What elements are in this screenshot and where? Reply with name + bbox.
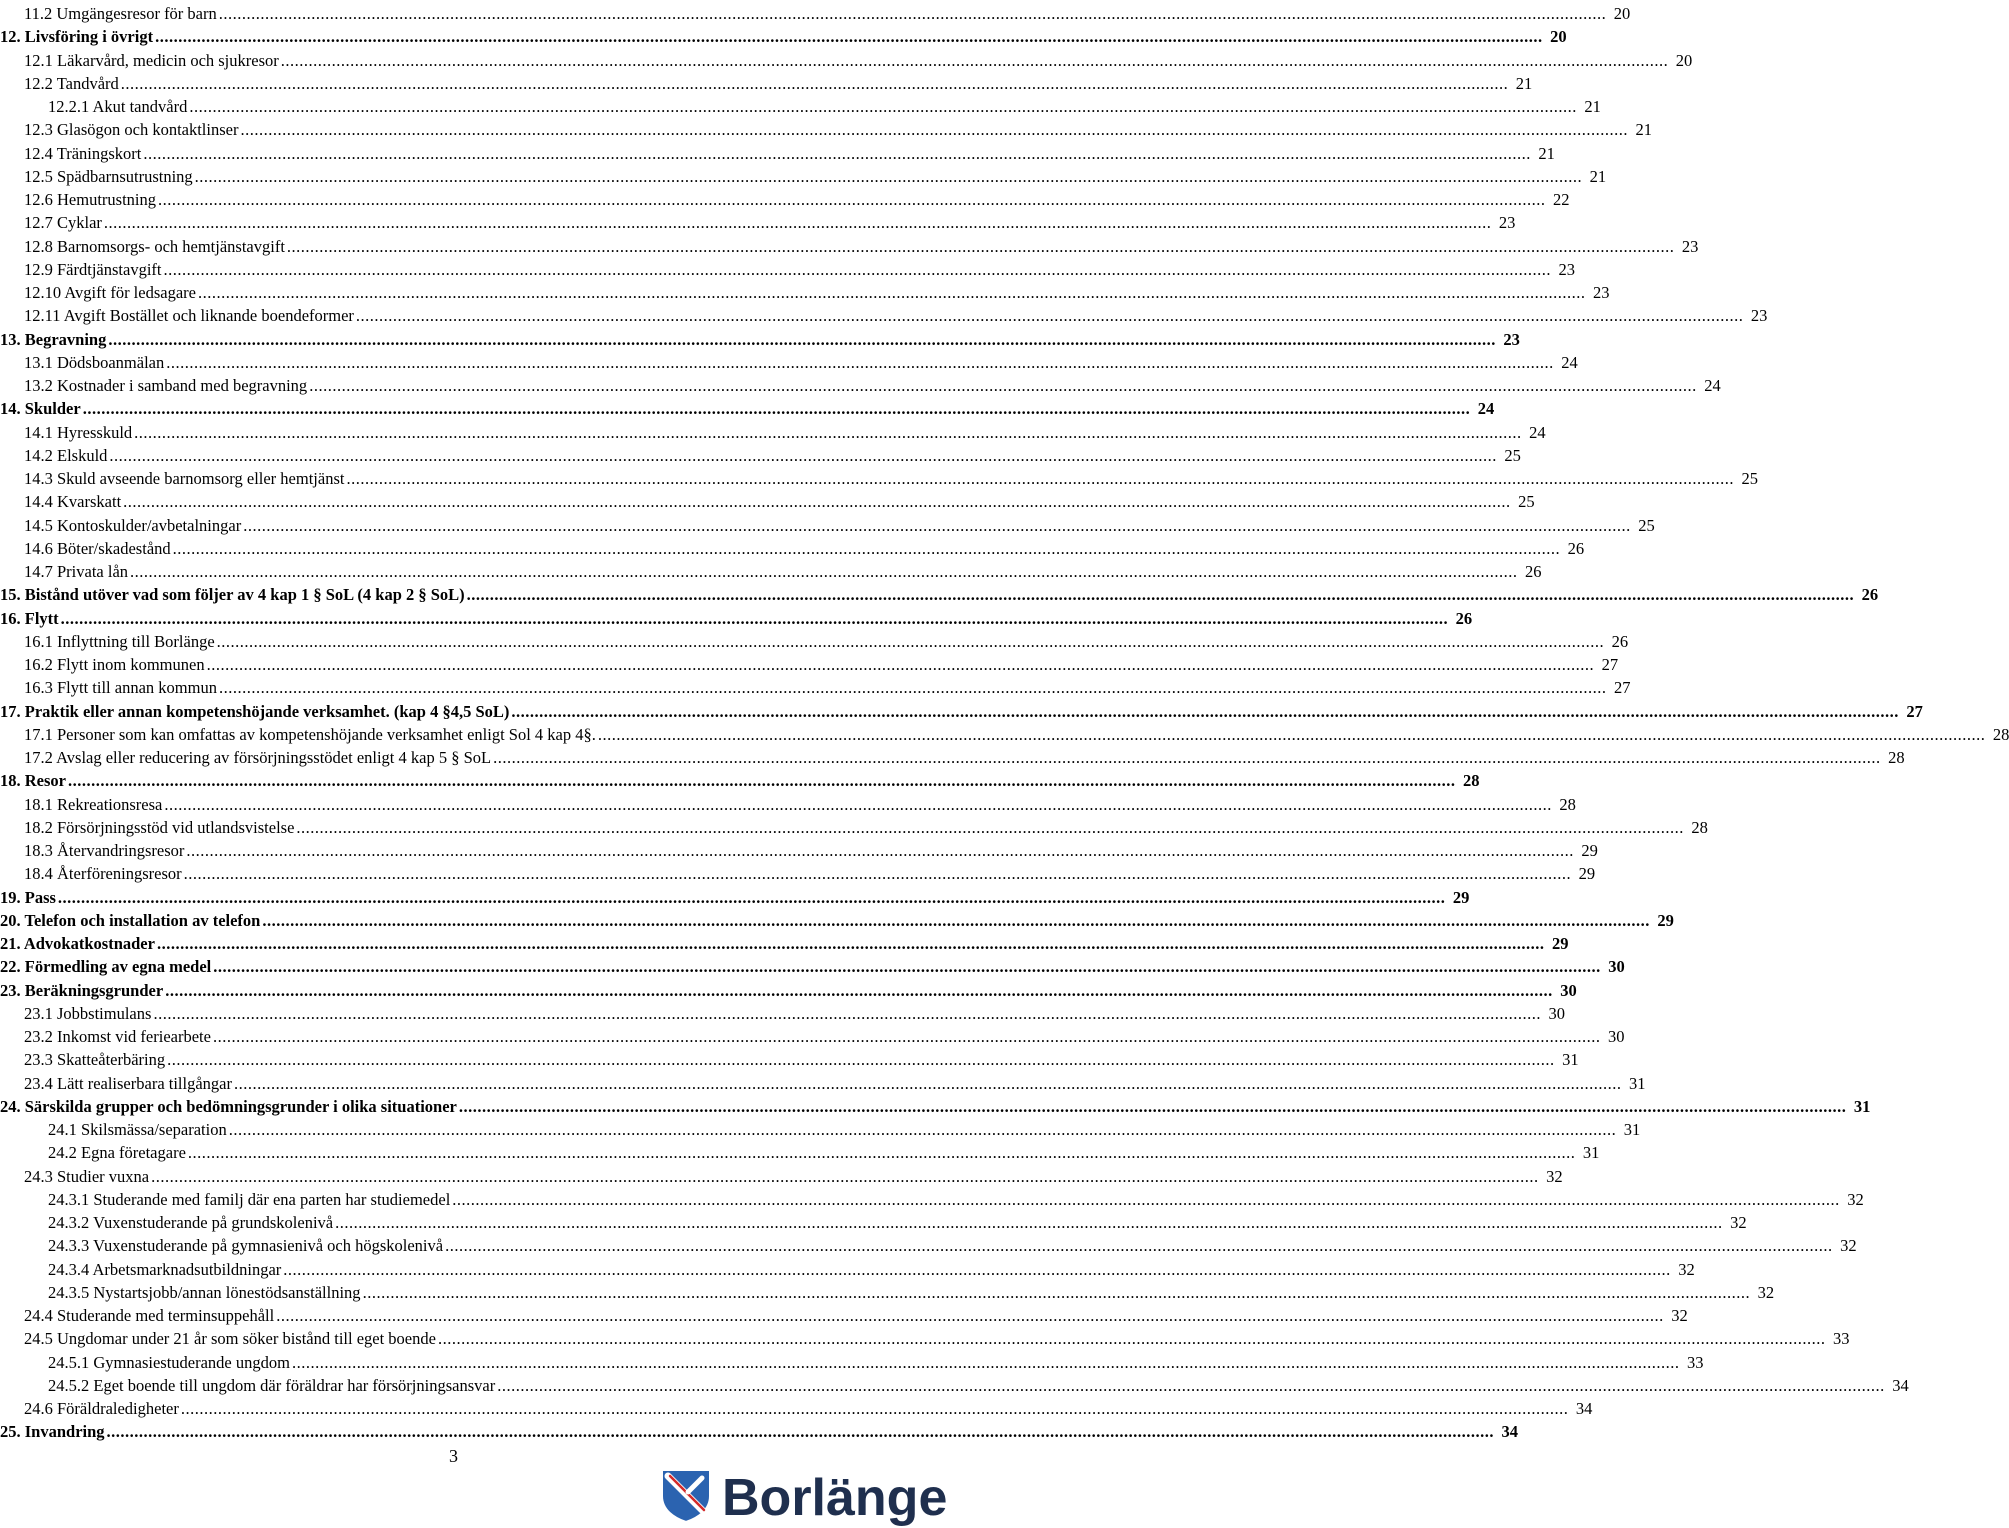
toc-entry[interactable]	[0, 117, 1652, 140]
toc-entry-title: 18. Resor	[0, 771, 66, 791]
toc-entry-title: 12.1 Läkarvård, medicin och sjukresor	[24, 50, 279, 70]
toc-entry-page: 30	[1560, 980, 1577, 1000]
toc-entry[interactable]	[0, 466, 1758, 489]
toc-entry-title: 12.7 Cyklar	[24, 213, 102, 233]
toc-entry-title: 14.3 Skuld avseende barnomsorg eller hemtjänst	[24, 469, 345, 488]
toc-entry-page: 31	[1629, 1073, 1646, 1093]
toc-leader-dots: ............................................................................................................................................................................................................................................................................................................	[218, 678, 1607, 698]
toc-entry[interactable]	[0, 1094, 1871, 1117]
toc-leader-dots: ............................................................................................................................................................................................................................................................................................................	[134, 422, 1522, 442]
toc-entry-title: 15. Bistånd utöver vad som följer av 4 kap 1 § SoL (4 kap 2 § SoL)	[0, 585, 465, 605]
toc-leader-dots: ............................................................................................................................................................................................................................................................................................................	[493, 748, 1881, 767]
toc-entry-title: 24.3.5 Nystartsjobb/annan lönestödsanställning	[48, 1282, 361, 1302]
coat-of-arms-icon	[658, 1466, 714, 1524]
toc-entry-title: 14.7 Privata lån	[24, 562, 129, 581]
toc-entry-title: 18.3 Återvandringsresor	[24, 841, 185, 860]
toc-entry[interactable]	[0, 48, 1693, 71]
toc-entry[interactable]	[0, 1257, 1695, 1280]
toc-entry[interactable]	[0, 792, 1576, 815]
toc-entry-page: 26	[1567, 538, 1585, 558]
toc-leader-dots: ............................................................................................................................................................................................................................................................................................................	[276, 1306, 1664, 1325]
toc-entry-title: 13.1 Dödsboanmälan	[24, 352, 165, 372]
toc-entry[interactable]	[0, 1396, 1593, 1419]
toc-entry-page: 29	[1551, 934, 1569, 953]
toc-entry-page: 24	[1704, 376, 1721, 395]
toc-entry-page: 23	[1750, 306, 1768, 326]
toc-entry[interactable]	[0, 350, 1578, 373]
toc-entry-page: 31	[1562, 1050, 1579, 1070]
toc-entry-page: 25	[1741, 469, 1758, 488]
toc-entry[interactable]	[0, 815, 1708, 838]
toc-entry-page: 30	[1607, 1027, 1625, 1046]
toc-entry[interactable]	[0, 1373, 1909, 1396]
toc-entry[interactable]	[0, 838, 1598, 861]
toc-entry-page: 21	[1515, 73, 1533, 93]
toc-entry-title: 16.2 Flytt inom kommunen	[24, 655, 205, 674]
toc-entry[interactable]	[0, 978, 1577, 1001]
toc-entry[interactable]	[0, 443, 1521, 466]
toc-leader-dots: ............................................................................................................................................................................................................................................................................................................	[452, 1189, 1840, 1209]
toc-leader-dots: ............................................................................................................................................................................................................................................................................................................	[183, 864, 1572, 884]
toc-entry[interactable]	[0, 1326, 1850, 1349]
toc-leader-dots: ............................................................................................................................................................................................................................................................................................................	[109, 445, 1497, 465]
toc-entry-title: 24.5.2 Eget boende till ungdom där föräldrar har försörjningsansvar	[48, 1375, 496, 1395]
toc-entry[interactable]	[0, 94, 1601, 117]
toc-entry-page: 34	[1575, 1399, 1593, 1418]
toc-leader-dots: ............................................................................................................................................................................................................................................................................................................	[355, 306, 1744, 326]
toc-entry-title: 12.5 Spädbarnsutrustning	[24, 166, 193, 186]
toc-entry-page: 21	[1584, 97, 1601, 116]
toc-entry[interactable]	[0, 24, 1567, 47]
toc-entry-title: 14.5 Kontoskulder/avbetalningar	[24, 515, 242, 535]
toc-entry-title: 17. Praktik eller annan kompetenshöjande verksamhet. (kap 4 §4,5 SoL)	[0, 701, 510, 721]
toc-leader-dots: ............................................................................................................................................................................................................................................................................................................	[458, 1096, 1847, 1116]
toc-leader-dots: ............................................................................................................................................................................................................................................................................................................	[120, 73, 1509, 93]
toc-entry[interactable]	[0, 745, 1905, 768]
toc-entry-page: 31	[1623, 1120, 1641, 1139]
toc-leader-dots: ............................................................................................................................................................................................................................................................................................................	[262, 910, 1650, 930]
toc-entry[interactable]	[0, 652, 1619, 675]
toc-entry-page: 21	[1635, 120, 1652, 140]
toc-entry-page: 28	[1559, 794, 1576, 814]
toc-entry-page: 33	[1832, 1329, 1850, 1349]
toc-leader-dots: ............................................................................................................................................................................................................................................................................................................	[108, 329, 1496, 349]
toc-entry[interactable]	[0, 1117, 1641, 1140]
toc-leader-dots: ............................................................................................................................................................................................................................................................................................................	[194, 166, 1583, 186]
toc-entry-title: 17.1 Personer som kan omfattas av kompetenshöjande verksamhet enligt Sol 4 kap 4§.	[24, 724, 596, 744]
toc-entry-page: 32	[1730, 1213, 1747, 1232]
toc-entry-page: 24	[1477, 399, 1495, 419]
toc-entry-title: 21. Advokatkostnader	[0, 934, 155, 953]
toc-entry-title: 12.2.1 Akut tandvård	[48, 97, 188, 116]
toc-entry-title: 11.2 Umgängesresor för barn	[24, 4, 217, 23]
toc-entry-page: 32	[1671, 1306, 1688, 1325]
toc-leader-dots: ............................................................................................................................................................................................................................................................................................................	[197, 283, 1586, 302]
toc-entry-page: 23	[1498, 213, 1516, 233]
toc-leader-dots: ............................................................................................................................................................................................................................................................................................................	[234, 1073, 1622, 1093]
toc-entry[interactable]	[0, 582, 1879, 605]
toc-leader-dots: ............................................................................................................................................................................................................................................................................................................	[243, 515, 1631, 535]
toc-leader-dots: ............................................................................................................................................................................................................................................................................................................	[151, 1166, 1539, 1186]
toc-entry-title: 24.3.2 Vuxenstuderande på grundskolenivå	[48, 1213, 334, 1232]
toc-entry-page: 30	[1548, 1003, 1565, 1023]
toc-entry-page: 24	[1529, 422, 1546, 442]
toc-entry[interactable]	[0, 164, 1607, 187]
page-number: 3	[449, 1446, 458, 1466]
toc-entry[interactable]	[0, 954, 1625, 977]
toc-leader-dots: ............................................................................................................................................................................................................................................................................................................	[346, 469, 1734, 488]
toc-entry-title: 24.1 Skilsmässa/separation	[48, 1120, 227, 1139]
toc-leader-dots: ............................................................................................................................................................................................................................................................................................................	[218, 4, 1607, 23]
toc-entry[interactable]	[0, 699, 1923, 722]
toc-entry-page: 26	[1861, 585, 1879, 605]
toc-entry[interactable]	[0, 327, 1520, 350]
toc-entry-page: 26	[1611, 631, 1629, 651]
toc-leader-dots: ............................................................................................................................................................................................................................................................................................................	[143, 143, 1531, 163]
toc-entry-page: 32	[1678, 1259, 1695, 1279]
toc-leader-dots: ............................................................................................................................................................................................................................................................................................................	[511, 701, 1899, 721]
toc-leader-dots: ............................................................................................................................................................................................................................................................................................................	[163, 259, 1551, 279]
toc-entry-title: 24.5 Ungdomar under 21 år som söker bistånd till eget boende	[24, 1329, 436, 1349]
toc-entry[interactable]	[0, 280, 1610, 303]
toc-entry-page: 26	[1525, 562, 1542, 581]
toc-entry-title: 14.2 Elskuld	[24, 445, 108, 465]
toc-leader-dots: ............................................................................................................................................................................................................................................................................................................	[158, 190, 1546, 209]
toc-entry[interactable]	[0, 396, 1495, 419]
toc-leader-dots: ............................................................................................................................................................................................................................................................................................................	[280, 50, 1669, 70]
toc-entry[interactable]	[0, 1303, 1688, 1326]
toc-entry-title: 17.2 Avslag eller reducering av försörjningsstödet enligt 4 kap 5 § SoL	[24, 748, 492, 767]
toc-leader-dots: ............................................................................................................................................................................................................................................................................................................	[437, 1329, 1826, 1349]
toc-entry-page: 28	[1888, 748, 1905, 767]
toc-entry-title: 24.5.1 Gymnasiestuderande ungdom	[48, 1352, 290, 1372]
toc-entry-page: 20	[1675, 50, 1693, 70]
toc-leader-dots: ............................................................................................................................................................................................................................................................................................................	[180, 1399, 1569, 1418]
toc-entry-title: 18.1 Rekreationsresa	[24, 794, 163, 814]
toc-entry[interactable]	[0, 885, 1470, 908]
toc-entry-title: 24.3.1 Studerande med familj där ena parten har studiemedel	[48, 1189, 451, 1209]
toc-entry-title: 12. Livsföring i övrigt	[0, 27, 154, 47]
toc-leader-dots: ............................................................................................................................................................................................................................................................................................................	[172, 538, 1561, 558]
toc-entry-page: 30	[1608, 957, 1625, 977]
toc-entry[interactable]	[0, 1, 1631, 24]
toc-entry-page: 31	[1582, 1143, 1600, 1163]
toc-leader-dots: ............................................................................................................................................................................................................................................................................................................	[597, 724, 1986, 744]
toc-entry-page: 25	[1518, 492, 1535, 512]
toc-entry[interactable]	[0, 1210, 1747, 1233]
toc-entry-page: 24	[1561, 352, 1578, 372]
toc-leader-dots: ............................................................................................................................................................................................................................................................................................................	[497, 1375, 1885, 1395]
toc-leader-dots: ............................................................................................................................................................................................................................................................................................................	[82, 399, 1471, 419]
toc-entry-title: 13.2 Kostnader i samband med begravning	[24, 376, 308, 395]
toc-entry-title: 12.10 Avgift för ledsagare	[24, 283, 196, 302]
toc-entry-title: 19. Pass	[0, 887, 56, 907]
toc-leader-dots: ............................................................................................................................................................................................................................................................................................................	[286, 236, 1675, 256]
toc-leader-dots: ............................................................................................................................................................................................................................................................................................................	[291, 1352, 1680, 1372]
toc-entry-page: 23	[1681, 236, 1699, 256]
toc-leader-dots: ............................................................................................................................................................................................................................................................................................................	[130, 562, 1518, 581]
toc-entry[interactable]	[0, 1233, 1857, 1256]
borlange-logo	[656, 1466, 956, 1526]
toc-leader-dots: ............................................................................................................................................................................................................................................................................................................	[186, 841, 1574, 860]
toc-entry-page: 23	[1558, 259, 1575, 279]
toc-entry[interactable]	[0, 861, 1596, 884]
toc-entry-page: 25	[1638, 515, 1655, 535]
toc-entry-title: 12.3 Glasögon och kontaktlinser	[24, 120, 239, 140]
toc-entry[interactable]	[0, 513, 1655, 536]
toc-leader-dots: ............................................................................................................................................................................................................................................................................................................	[103, 213, 1492, 233]
toc-entry[interactable]	[0, 1024, 1625, 1047]
toc-entry-page: 29	[1452, 887, 1470, 907]
toc-leader-dots: ............................................................................................................................................................................................................................................................................................................	[240, 120, 1628, 140]
toc-leader-dots: ............................................................................................................................................................................................................................................................................................................	[164, 794, 1552, 814]
toc-entry[interactable]	[0, 71, 1533, 94]
toc-entry-page: 26	[1455, 608, 1473, 628]
toc-entry[interactable]	[0, 908, 1674, 931]
toc-entry-title: 12.9 Färdtjänstavgift	[24, 259, 162, 279]
toc-entry-page: 29	[1578, 864, 1596, 884]
toc-entry[interactable]	[0, 1140, 1600, 1163]
toc-leader-dots: ............................................................................................................................................................................................................................................................................................................	[57, 887, 1446, 907]
toc-entry-title: 12.4 Träningskort	[24, 143, 142, 163]
toc-entry-title: 12.2 Tandvård	[24, 73, 119, 93]
toc-entry[interactable]	[0, 1001, 1565, 1024]
toc-entry-page: 20	[1550, 27, 1567, 47]
toc-leader-dots: ............................................................................................................................................................................................................................................................................................................	[296, 817, 1684, 837]
toc-entry-page: 28	[1462, 771, 1480, 791]
toc-leader-dots: ............................................................................................................................................................................................................................................................................................................	[206, 655, 1595, 674]
toc-entry-title: 14. Skulder	[0, 399, 81, 419]
toc-entry-page: 34	[1501, 1422, 1519, 1442]
toc-entry-title: 16.3 Flytt till annan kommun	[24, 678, 217, 698]
toc-entry-page: 21	[1589, 166, 1607, 186]
toc-leader-dots: ............................................................................................................................................................................................................................................................................................................	[283, 1259, 1671, 1279]
toc-entry[interactable]	[0, 536, 1585, 559]
toc-entry[interactable]	[0, 234, 1699, 257]
toc-leader-dots: ............................................................................................................................................................................................................................................................................................................	[123, 492, 1511, 512]
logo-wordmark: Borlänge	[722, 1469, 948, 1527]
toc-entry-title: 12.6 Hemutrustning	[24, 190, 156, 209]
toc-entry-page: 23	[1592, 283, 1610, 302]
toc-entry-title: 25. Invandring	[0, 1422, 105, 1442]
toc-leader-dots: ............................................................................................................................................................................................................................................................................................................	[156, 934, 1545, 953]
toc-entry[interactable]	[0, 606, 1473, 629]
toc-leader-dots: ............................................................................................................................................................................................................................................................................................................	[213, 957, 1601, 977]
toc-entry-title: 23.2 Inkomst vid feriearbete	[24, 1027, 211, 1046]
toc-leader-dots: ............................................................................................................................................................................................................................................................................................................	[67, 771, 1456, 791]
toc-entry[interactable]	[0, 187, 1570, 210]
toc-leader-dots: ............................................................................................................................................................................................................................................................................................................	[466, 585, 1855, 605]
toc-entry[interactable]	[0, 420, 1546, 443]
toc-leader-dots: ............................................................................................................................................................................................................................................................................................................	[216, 631, 1605, 651]
toc-entry[interactable]	[0, 931, 1569, 954]
toc-entry[interactable]	[0, 489, 1535, 512]
toc-entry[interactable]	[0, 559, 1542, 582]
toc-entry-title: 14.6 Böter/skadestånd	[24, 538, 171, 558]
toc-leader-dots: ............................................................................................................................................................................................................................................................................................................	[167, 1050, 1555, 1070]
toc-entry[interactable]	[0, 1280, 1775, 1303]
toc-entry-page: 32	[1757, 1282, 1775, 1302]
toc-entry[interactable]	[0, 675, 1631, 698]
toc-entry-page: 28	[1691, 817, 1708, 837]
toc-leader-dots: ............................................................................................................................................................................................................................................................................................................	[212, 1027, 1601, 1046]
toc-leader-dots: ............................................................................................................................................................................................................................................................................................................	[153, 1003, 1541, 1023]
toc-entry-title: 24.4 Studerande med terminsuppehåll	[24, 1306, 275, 1325]
toc-entry-page: 25	[1504, 445, 1521, 465]
toc-entry[interactable]	[0, 1419, 1519, 1442]
toc-entry-title: 23.1 Jobbstimulans	[24, 1003, 152, 1023]
toc-leader-dots: ............................................................................................................................................................................................................................................................................................................	[106, 1422, 1495, 1442]
toc-entry[interactable]	[0, 210, 1516, 233]
toc-leader-dots: ............................................................................................................................................................................................................................................................................................................	[335, 1213, 1723, 1232]
toc-entry-title: 20. Telefon och installation av telefon	[0, 910, 261, 930]
toc-entry-title: 16.1 Inflyttning till Borlänge	[24, 631, 215, 651]
toc-entry-page: 22	[1553, 190, 1570, 209]
toc-entry[interactable]	[0, 768, 1480, 791]
toc-leader-dots: ............................................................................................................................................................................................................................................................................................................	[165, 980, 1553, 1000]
toc-entry[interactable]	[0, 1187, 1864, 1210]
toc-entry[interactable]	[0, 1047, 1579, 1070]
toc-leader-dots: ............................................................................................................................................................................................................................................................................................................	[189, 97, 1577, 116]
toc-entry-title: 14.1 Hyresskuld	[24, 422, 133, 442]
toc-entry[interactable]	[0, 141, 1555, 164]
toc-entry[interactable]	[0, 257, 1575, 280]
toc-entry-page: 32	[1546, 1166, 1563, 1186]
toc-entry-page: 27	[1601, 655, 1619, 674]
toc-entry[interactable]	[0, 722, 2009, 745]
toc-entry-title: 23. Beräkningsgrunder	[0, 980, 164, 1000]
toc-entry-page: 32	[1840, 1236, 1857, 1256]
toc-entry-title: 12.11 Avgift Bostället och liknande boendeformer	[24, 306, 354, 326]
toc-entry-page: 33	[1686, 1352, 1704, 1372]
toc-entry-page: 32	[1847, 1189, 1864, 1209]
toc-entry-title: 18.4 Återföreningsresor	[24, 864, 182, 884]
toc-entry-page: 27	[1613, 678, 1631, 698]
toc-entry[interactable]	[0, 1071, 1646, 1094]
toc-entry-title: 24.3.4 Arbetsmarknadsutbildningar	[48, 1259, 282, 1279]
toc-entry-page: 29	[1581, 841, 1598, 860]
toc-entry[interactable]	[0, 629, 1629, 652]
toc-entry-title: 24.6 Föräldraledigheter	[24, 1399, 179, 1418]
toc-entry-page: 28	[1992, 724, 2009, 744]
toc-leader-dots: ............................................................................................................................................................................................................................................................................................................	[155, 27, 1543, 47]
toc-entry-title: 24.3 Studier vuxna	[24, 1166, 150, 1186]
toc-leader-dots: ............................................................................................................................................................................................................................................................................................................	[187, 1143, 1576, 1163]
toc-entry-title: 24.2 Egna företagare	[48, 1143, 186, 1163]
toc-entry[interactable]	[0, 1350, 1704, 1373]
toc-entry-page: 20	[1613, 4, 1631, 23]
toc-entry-title: 23.3 Skatteåterbäring	[24, 1050, 166, 1070]
toc-entry-title: 22. Förmedling av egna medel	[0, 957, 212, 977]
toc-leader-dots: ............................................................................................................................................................................................................................................................................................................	[445, 1236, 1833, 1256]
toc-entry[interactable]	[0, 303, 1768, 326]
toc-entry-page: 21	[1538, 143, 1555, 163]
toc-leader-dots: ............................................................................................................................................................................................................................................................................................................	[166, 352, 1554, 372]
toc-entry-title: 13. Begravning	[0, 329, 107, 349]
toc-entry-title: 24. Särskilda grupper och bedömningsgrunder i olika situationer	[0, 1096, 457, 1116]
toc-leader-dots: ............................................................................................................................................................................................................................................................................................................	[362, 1282, 1751, 1302]
toc-entry[interactable]	[0, 373, 1721, 396]
toc-entry-page: 23	[1503, 329, 1520, 349]
toc-leader-dots: ............................................................................................................................................................................................................................................................................................................	[228, 1120, 1617, 1139]
toc-leader-dots: ............................................................................................................................................................................................................................................................................................................	[60, 608, 1449, 628]
toc-entry-title: 16. Flytt	[0, 608, 59, 628]
toc-entry-title: 14.4 Kvarskatt	[24, 492, 122, 512]
toc-entry-page: 27	[1906, 701, 1923, 721]
toc-entry-title: 23.4 Lätt realiserbara tillgångar	[24, 1073, 232, 1093]
toc-entry-title: 18.2 Försörjningsstöd vid utlandsvistelse	[24, 817, 295, 837]
toc-entry-page: 29	[1657, 910, 1674, 930]
toc-leader-dots: ............................................................................................................................................................................................................................................................................................................	[309, 376, 1697, 395]
toc-entry-page: 34	[1892, 1375, 1909, 1395]
toc-entry-page: 31	[1853, 1096, 1871, 1116]
toc-entry[interactable]	[0, 1164, 1563, 1187]
toc-entry-title: 24.3.3 Vuxenstuderande på gymnasienivå och högskolenivå	[48, 1236, 444, 1256]
toc-entry-title: 12.8 Barnomsorgs- och hemtjänstavgift	[24, 236, 285, 256]
